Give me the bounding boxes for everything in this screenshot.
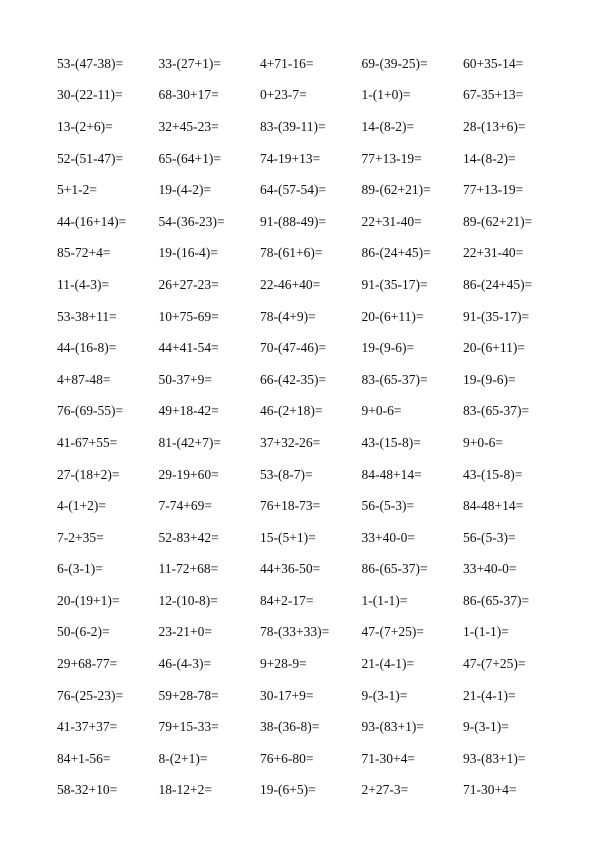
arithmetic-problem: 64-(57-54)= bbox=[260, 182, 327, 198]
arithmetic-problem: 53-(8-7)= bbox=[260, 466, 313, 482]
arithmetic-problem: 2+27-3= bbox=[361, 782, 409, 798]
problem-row bbox=[57, 711, 577, 743]
arithmetic-problem: 93-(83+1)= bbox=[361, 719, 424, 735]
arithmetic-problem: 86-(24+45)= bbox=[463, 276, 533, 292]
problem-row bbox=[57, 490, 577, 522]
arithmetic-problem: 71-30+4= bbox=[361, 750, 415, 766]
arithmetic-problem: 33+40-0= bbox=[361, 529, 415, 545]
problem-row bbox=[57, 364, 577, 396]
problem-row bbox=[57, 743, 577, 775]
arithmetic-problem: 58-32+10= bbox=[57, 782, 118, 798]
problem-row bbox=[57, 80, 577, 112]
arithmetic-problem: 20-(19+1)= bbox=[57, 592, 120, 608]
arithmetic-problem: 22+31-40= bbox=[361, 213, 422, 229]
arithmetic-problem: 5+1-2= bbox=[57, 182, 97, 198]
arithmetic-problem: 20-(6+11)= bbox=[463, 340, 525, 356]
arithmetic-problem: 56-(5-3)= bbox=[361, 498, 415, 514]
arithmetic-problem: 41-37+37= bbox=[57, 719, 118, 735]
arithmetic-problem: 76-(25-23)= bbox=[57, 687, 124, 703]
arithmetic-problem: 4-(1+2)= bbox=[57, 498, 106, 514]
arithmetic-problem: 56-(5-3)= bbox=[463, 529, 516, 545]
arithmetic-problem: 19-(6+5)= bbox=[260, 782, 316, 798]
arithmetic-problem: 70-(47-46)= bbox=[260, 340, 327, 356]
problem-row bbox=[57, 111, 577, 143]
arithmetic-problem: 28-(13+6)= bbox=[463, 118, 526, 134]
problem-row bbox=[57, 206, 577, 238]
problem-row bbox=[57, 522, 577, 554]
arithmetic-problem: 14-(8-2)= bbox=[463, 150, 516, 166]
arithmetic-problem: 7-74+69= bbox=[158, 498, 212, 514]
arithmetic-problem: 77+13-19= bbox=[361, 150, 422, 166]
arithmetic-problem: 86-(65-37)= bbox=[463, 592, 530, 608]
arithmetic-problem: 4+71-16= bbox=[260, 55, 314, 71]
arithmetic-problem: 46-(4-3)= bbox=[158, 656, 212, 672]
arithmetic-problem: 76+18-73= bbox=[260, 498, 321, 514]
arithmetic-problem: 6-(3-1)= bbox=[57, 561, 103, 577]
arithmetic-problem: 19-(4-2)= bbox=[158, 182, 212, 198]
problem-row bbox=[57, 396, 577, 428]
arithmetic-problem: 67-35+13= bbox=[463, 87, 524, 103]
arithmetic-problem: 22-46+40= bbox=[260, 276, 321, 292]
problem-row bbox=[57, 617, 577, 649]
arithmetic-problem: 83-(65-37)= bbox=[361, 371, 428, 387]
problem-row bbox=[57, 459, 577, 491]
arithmetic-problem: 77+13-19= bbox=[463, 182, 524, 198]
arithmetic-problem: 10+75-69= bbox=[158, 308, 219, 324]
arithmetic-problem: 7-2+35= bbox=[57, 529, 104, 545]
problem-row bbox=[57, 775, 577, 807]
arithmetic-problem: 59+28-78= bbox=[158, 687, 219, 703]
arithmetic-problem: 19-(9-6)= bbox=[361, 340, 415, 356]
arithmetic-problem: 14-(8-2)= bbox=[361, 118, 415, 134]
arithmetic-problem: 44-(16-8)= bbox=[57, 340, 117, 356]
problem-row bbox=[57, 585, 577, 617]
arithmetic-problem: 1-(1+0)= bbox=[361, 87, 411, 103]
arithmetic-problem: 47-(7+25)= bbox=[463, 656, 526, 672]
arithmetic-problem: 78-(4+9)= bbox=[260, 308, 316, 324]
arithmetic-problem: 11-72+68= bbox=[158, 561, 219, 577]
arithmetic-problem: 83-(65-37)= bbox=[463, 403, 530, 419]
arithmetic-problem: 50-(6-2)= bbox=[57, 624, 110, 640]
problem-row bbox=[57, 427, 577, 459]
arithmetic-problem: 79+15-33= bbox=[158, 719, 219, 735]
arithmetic-problem: 83-(39-11)= bbox=[260, 118, 326, 134]
arithmetic-problem: 76+6-80= bbox=[260, 750, 314, 766]
arithmetic-problem: 49+18-42= bbox=[158, 403, 219, 419]
arithmetic-problem: 60+35-14= bbox=[463, 55, 524, 71]
arithmetic-problem: 37+32-26= bbox=[260, 434, 321, 450]
arithmetic-problem: 9+0-6= bbox=[361, 403, 402, 419]
arithmetic-problem: 13-(2+6)= bbox=[57, 118, 113, 134]
arithmetic-problem: 9-(3-1)= bbox=[463, 719, 509, 735]
arithmetic-problem: 71-30+4= bbox=[463, 782, 517, 798]
problem-row bbox=[57, 48, 577, 80]
arithmetic-problem: 84-48+14= bbox=[361, 466, 422, 482]
arithmetic-problem: 43-(15-8)= bbox=[361, 434, 421, 450]
problem-row bbox=[57, 174, 577, 206]
arithmetic-problem: 30-17+9= bbox=[260, 687, 314, 703]
arithmetic-problem: 86-(65-37)= bbox=[361, 561, 428, 577]
arithmetic-problem: 38-(36-8)= bbox=[260, 719, 320, 735]
arithmetic-problem: 22+31-40= bbox=[463, 245, 524, 261]
problem-row bbox=[57, 680, 577, 712]
arithmetic-problem: 84-48+14= bbox=[463, 498, 524, 514]
arithmetic-problem: 78-(33+33)= bbox=[260, 624, 330, 640]
arithmetic-problem: 50-37+9= bbox=[158, 371, 212, 387]
arithmetic-problem: 66-(42-35)= bbox=[260, 371, 327, 387]
arithmetic-problem: 44+36-50= bbox=[260, 561, 321, 577]
arithmetic-problem: 74-19+13= bbox=[260, 150, 321, 166]
problem-row bbox=[57, 269, 577, 301]
arithmetic-problem: 33+40-0= bbox=[463, 561, 517, 577]
arithmetic-problem: 8-(2+1)= bbox=[158, 750, 208, 766]
arithmetic-problem: 69-(39-25)= bbox=[361, 55, 428, 71]
arithmetic-problem: 84+1-56= bbox=[57, 750, 111, 766]
arithmetic-problem: 89-(62+21)= bbox=[361, 182, 431, 198]
arithmetic-problem: 12-(10-8)= bbox=[158, 592, 218, 608]
arithmetic-problem: 78-(61+6)= bbox=[260, 245, 323, 261]
arithmetic-problem: 85-72+4= bbox=[57, 245, 111, 261]
arithmetic-problem: 46-(2+18)= bbox=[260, 403, 323, 419]
arithmetic-problem: 33-(27+1)= bbox=[158, 55, 221, 71]
arithmetic-problem: 86-(24+45)= bbox=[361, 245, 431, 261]
arithmetic-problem: 81-(42+7)= bbox=[158, 434, 221, 450]
math-worksheet bbox=[57, 48, 577, 806]
arithmetic-problem: 52-83+42= bbox=[158, 529, 219, 545]
arithmetic-problem: 27-(18+2)= bbox=[57, 466, 120, 482]
arithmetic-problem: 76-(69-55)= bbox=[57, 403, 124, 419]
arithmetic-problem: 32+45-23= bbox=[158, 118, 219, 134]
arithmetic-problem: 21-(4-1)= bbox=[463, 687, 516, 703]
problem-row bbox=[57, 332, 577, 364]
problem-row bbox=[57, 554, 577, 586]
arithmetic-problem: 93-(83+1)= bbox=[463, 750, 526, 766]
arithmetic-problem: 41-67+55= bbox=[57, 434, 118, 450]
arithmetic-problem: 29+68-77= bbox=[57, 656, 118, 672]
arithmetic-problem: 9+0-6= bbox=[463, 434, 503, 450]
problem-row bbox=[57, 238, 577, 270]
arithmetic-problem: 15-(5+1)= bbox=[260, 529, 316, 545]
arithmetic-problem: 9-(3-1)= bbox=[361, 687, 408, 703]
problem-row bbox=[57, 648, 577, 680]
arithmetic-problem: 26+27-23= bbox=[158, 276, 219, 292]
arithmetic-problem: 9+28-9= bbox=[260, 656, 307, 672]
arithmetic-problem: 91-(88-49)= bbox=[260, 213, 327, 229]
arithmetic-problem: 47-(7+25)= bbox=[361, 624, 424, 640]
arithmetic-problem: 84+2-17= bbox=[260, 592, 314, 608]
arithmetic-problem: 54-(36-23)= bbox=[158, 213, 225, 229]
arithmetic-problem: 1-(1-1)= bbox=[361, 592, 408, 608]
arithmetic-problem: 29-19+60= bbox=[158, 466, 219, 482]
arithmetic-problem: 52-(51-47)= bbox=[57, 150, 124, 166]
arithmetic-problem: 23-21+0= bbox=[158, 624, 212, 640]
arithmetic-problem: 18-12+2= bbox=[158, 782, 212, 798]
arithmetic-problem: 21-(4-1)= bbox=[361, 656, 415, 672]
arithmetic-problem: 53-38+11= bbox=[57, 308, 117, 324]
arithmetic-problem: 43-(15-8)= bbox=[463, 466, 523, 482]
arithmetic-problem: 53-(47-38)= bbox=[57, 55, 124, 71]
arithmetic-problem: 65-(64+1)= bbox=[158, 150, 221, 166]
arithmetic-problem: 91-(35-17)= bbox=[463, 308, 530, 324]
arithmetic-problem: 91-(35-17)= bbox=[361, 276, 428, 292]
arithmetic-problem: 44+41-54= bbox=[158, 340, 219, 356]
arithmetic-problem: 30-(22-11)= bbox=[57, 87, 123, 103]
arithmetic-problem: 89-(62+21)= bbox=[463, 213, 533, 229]
problem-row bbox=[57, 143, 577, 175]
arithmetic-problem: 0+23-7= bbox=[260, 87, 307, 103]
arithmetic-problem: 19-(9-6)= bbox=[463, 371, 516, 387]
arithmetic-problem: 44-(16+14)= bbox=[57, 213, 127, 229]
arithmetic-problem: 19-(16-4)= bbox=[158, 245, 218, 261]
arithmetic-problem: 1-(1-1)= bbox=[463, 624, 509, 640]
arithmetic-problem: 4+87-48= bbox=[57, 371, 111, 387]
arithmetic-problem: 11-(4-3)= bbox=[57, 276, 110, 292]
arithmetic-problem: 20-(6+11)= bbox=[361, 308, 424, 324]
arithmetic-problem: 68-30+17= bbox=[158, 87, 219, 103]
problem-row bbox=[57, 301, 577, 333]
